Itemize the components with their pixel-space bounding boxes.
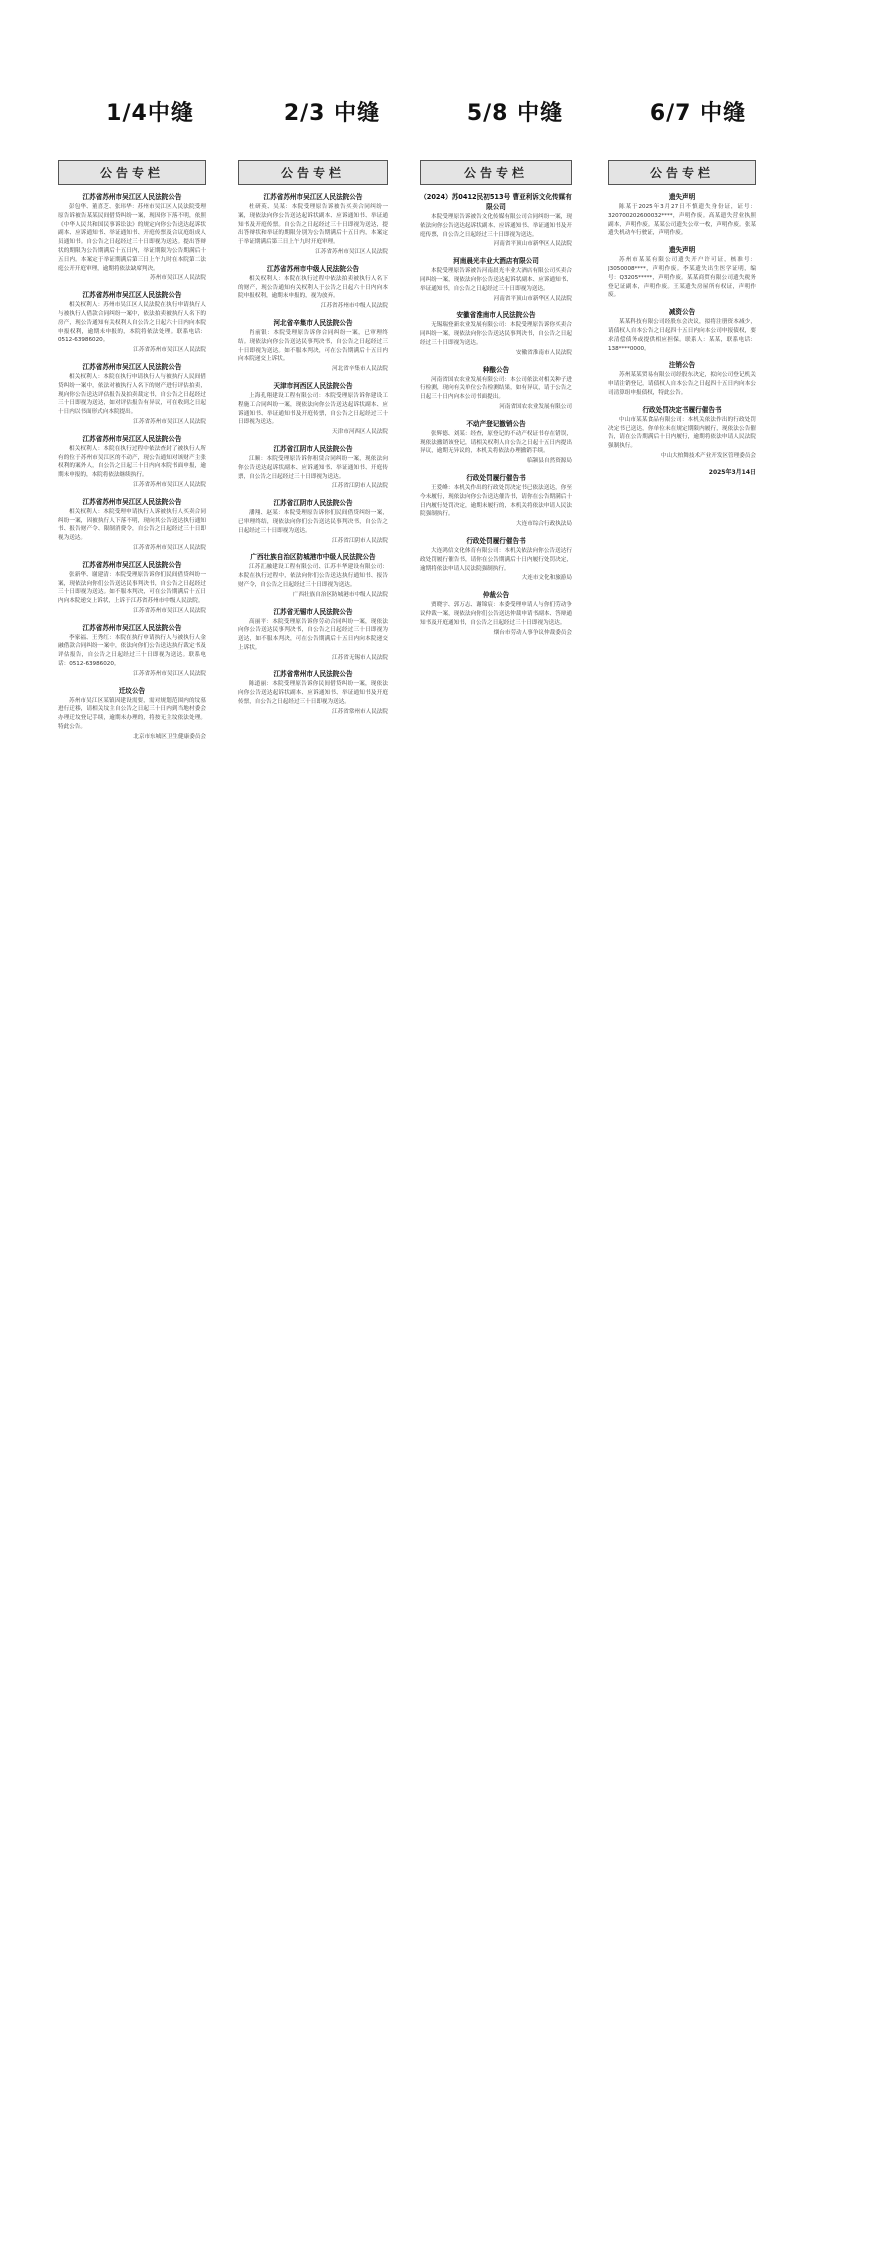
column-2 [238,160,388,2230]
notice-title: 江苏省苏州市吴江区人民法院公告 [263,193,363,201]
page-label-1: 1/4中缝 [106,101,194,126]
notice [608,191,756,238]
notice-title: 仲裁公告 [482,591,510,600]
notice-signature: 江苏省常州市人民法院 [332,708,388,715]
notice-signature: 江苏省江阴市人民法院 [332,537,388,544]
notice-title: 迁坟公告 [118,686,146,695]
notice-body: 苏州市吴江区某镇因建设需要，需对规划范围内的坟墓进行迁移，请相关坟主自公告之日起三十日内到当地村委会办理迁坟登记手续，逾期未办理的，将按无主坟依法处理。特此公告。 [58,697,206,731]
column-1 [58,160,206,2230]
notice-title: 行政处罚决定书履行催告书 [642,405,722,414]
column-header: 公告专栏 [420,160,572,185]
notice-title: 江苏省苏州市中级人民法院公告 [266,264,360,273]
notice-body: 陈某于2025年3月27日不慎遗失身份证，证号：320700202600032****，声明作废。高某遗失营业执照副本，声明作废。某某公司遗失公章一枚，声明作废。张某遗失机动车行驶证，声明作废。 [608,204,756,237]
notice-title: 行政处罚履行催告书 [466,536,526,545]
notice-title: 江苏省苏州市吴江区人民法院公告 [82,193,182,201]
notice [420,418,572,466]
notice-signature: 中山大柏舞技术产业开发区管理委员会 [660,452,756,459]
column-4 [608,160,756,2230]
page-label-4: 6/7 中缝 [649,101,747,126]
notice-body: 贾晓宇、郭万志、谢锦宸：本委受理申请人与你们劳动争议仲裁一案，现依法向你们公告送达仲裁申请书副本、答辩通知书及开庭通知书，自公告之日起经过三十日即视为送达。 [420,602,572,626]
notice [608,404,756,461]
notice-signature: 河南省国农农业发展有限公司 [499,403,572,410]
notice-body: 某某科技有限公司经股东会决议，拟将注册资本减少，请债权人自本公告之日起四十五日内向本公司申报债权，要求清偿债务或提供相应担保。联系人：某某，联系电话：138****0000。 [608,319,756,352]
notice [58,191,206,283]
notice-body: 杜研英、吴某：本院受理原告诉被告买卖合同纠纷一案，现依法向你公告送达起诉状副本、应诉通知书、举证通知书及开庭传票。自公告之日起经过三十日即视为送达，提出答辩状和举证的期限分别为公告期满后十五日内，本案定于举证期满后第三日上午九时开庭审理。 [238,204,388,246]
notice-body: 相关权利人：本院在执行过程中依法查封了被执行人所有的位于苏州市吴江区的不动产，现公告通知对该财产主张权利的案外人，自公告之日起三十日内向本院书面申报，逾期未申报的，本院将依法继续执行。 [58,445,206,479]
notice-title: 遗失声明 [668,246,696,255]
notice-signature: 烟台市劳动人事争议仲裁委员会 [493,629,572,636]
notice-signature: 江苏省苏州市吴江区人民法院 [133,481,206,488]
notice [58,685,206,742]
notice-title: 安徽省淮南市人民法院公告 [456,311,536,320]
column-footer-date: 2025年3月14日 [708,468,756,476]
notice-title: 江苏省江阴市人民法院公告 [273,499,353,508]
notice [58,433,206,490]
notice [58,559,206,616]
notice [238,497,388,545]
notice-title: 广西壮族自治区防城港市中级人民法院公告 [250,553,376,562]
notice-signature: 安徽省淮南市人民法院 [516,349,572,356]
notice [420,191,572,249]
column-header: 公告专栏 [238,160,388,185]
notice-body: 河南省国农农业发展有限公司：本公司依法对相关种子进行检测，现向有关单位公告检测结果，如有异议，请于公告之日起三十日内向本公司书面提出。 [420,376,572,401]
notice-signature: 大连市综合行政执法局 [516,521,572,528]
notice-title: 江苏省苏州市吴江区人民法院公告 [82,291,182,300]
notice-body: 王爱峰：本机关作出的行政处罚决定书已依法送达，你至今未履行，现依法向你公告送达催告书，请你在公告期满后十日内履行处罚决定，逾期未履行的，本机关将依法申请人民法院强制执行。 [420,484,572,518]
notice-body: 相关权利人：本院受理申请执行人诉被执行人买卖合同纠纷一案，因被执行人下落不明，现向其公告送达执行通知书、报告财产令、限制消费令，自公告之日起经过三十日即视为送达。 [58,508,206,542]
notice [238,263,388,311]
notice [238,317,388,374]
notice-title: 遗失声明 [668,193,696,201]
notice [608,359,756,397]
notice-title: 江苏省常州市人民法院公告 [273,670,353,679]
notice [420,535,572,583]
notice-title: （2024）苏0412民初513号 曹亚利诉文化传媒有限公司 [420,193,572,211]
notice-title: 江苏省苏州市吴江区人民法院公告 [82,497,182,506]
notice [420,255,572,303]
notice-body: 潘翔、赵某：本院受理原告诉你们民间借贷纠纷一案，已审理终结，现依法向你们公告送达民事判决书，自公告之日起经过三十日即视为送达。 [238,510,388,534]
notice [58,289,206,355]
notice-signature: 江苏省无锡市人民法院 [332,654,388,661]
notice-body: 相关权利人：本院在执行过程中依法拍卖被执行人名下的财产，现公告通知有关权利人于公告之日起六十日内向本院申报权利，逾期未申报的，视为放弃。 [238,275,388,300]
notice-title: 种酿公告 [482,365,510,374]
notice-signature: 江苏省苏州市吴江区人民法院 [133,418,206,425]
notice [608,306,756,353]
notice-title: 江苏省无锡市人民法院公告 [273,607,353,616]
notice [238,443,388,491]
notice-title: 江苏省苏州市吴江区人民法院公告 [82,560,182,569]
notice-signature: 江苏省苏州市吴江区人民法院 [133,347,206,354]
notice-body: 相关权利人：苏州市吴江区人民法院在执行申请执行人与被执行人借款合同纠纷一案中，依法拍卖被执行人名下的房产，现公告通知有关权利人自公告之日起六十日内向本院申报权利，逾期未申报的，本院将依法处理。联系电话：0512-63986020。 [58,302,206,344]
notice-body: 高丽平：本院受理原告诉你劳动合同纠纷一案，现依法向你公告送达民事判决书，自公告之日起经过三十日即视为送达，如不服本判决，可在公告期满后十五日内向本院递交上诉状。 [238,618,388,651]
notice-title: 河南晨光丰业大酒店有限公司 [453,257,539,266]
notice-signature: 河南省平顶山市新华区人民法院 [493,295,572,302]
notice-body: 李家福、王秀红：本院在执行申请执行人与被执行人金融借款合同纠纷一案中，依法向你们公告送达执行裁定书及评估报告，自公告之日起经过三十日即视为送达。联系电话：0512-63986020。 [58,634,206,668]
notice-body: 中山市某某食品有限公司：本机关依法作出的行政处罚决定书已送达，你单位未在规定期限内履行，现依法公告催告，请在公告期满后十日内履行，逾期将依法申请人民法院强制执行。 [608,416,756,450]
notice [420,589,572,637]
notice-signature: 江苏省苏州市吴江区人民法院 [133,544,206,551]
notice-body: 无锡瑞登新农业发展有限公司：本院受理原告诉你买卖合同纠纷一案，现依法向你公告送达民事判决书，自公告之日起经过三十日即视为送达。 [420,322,572,346]
notice-title: 注销公告 [668,361,696,370]
notice [238,551,388,599]
notice-title: 江苏省苏州市吴江区人民法院公告 [82,362,182,371]
notice [608,244,756,300]
notice-body: 肖前银：本院受理原告诉你合同纠纷一案，已审理终结。现依法向你公告送达民事判决书，自公告之日起经过三十日即视为送达。如不服本判决，可在公告期满后十五日内向本院递交上诉状。 [238,329,388,363]
notice [58,361,206,427]
notice [238,380,388,437]
notice-title: 江苏省苏州市吴江区人民法院公告 [82,434,182,443]
notice-body: 本院受理原告诉被告河南晨光丰业大酒店有限公司买卖合同纠纷一案，现依法向你公告送达起诉状副本、应诉通知书、举证通知书，自公告之日起经过三十日即视为送达。 [420,268,572,292]
notice [238,668,388,716]
notice-body: 张新华、谢建清：本院受理原告诉你们民间借贷纠纷一案，现依法向你们公告送达民事判决书，自公告之日起经过三十日即视为送达。如不服本判决，可在公告期满后十五日内向本院递交上诉状，上诉于江苏省苏州市中级人民法院。 [58,571,206,605]
notice-signature: 北京市东城区卫生健康委员会 [133,733,206,740]
notice [238,606,388,663]
notice-body: 本院受理原告诉被告文化传媒有限公司合同纠纷一案，现依法向你公告送达起诉状副本、应诉通知书、举证通知书及开庭传票，自公告之日起经过三十日即视为送达。 [420,214,572,238]
notice-signature: 江苏省苏州市中级人民法院 [320,303,388,310]
column-3 [420,160,572,2230]
notice-signature: 临颍县自然资源局 [527,458,572,465]
notice-title: 江苏省苏州市吴江区人民法院公告 [82,623,182,632]
notice-body: 苏州某某贸易有限公司经股东决定，拟向公司登记机关申请注销登记，请债权人自本公告之日起四十五日内向本公司清算组申报债权，特此公告。 [608,372,756,396]
notice-body: 大连鸿信文化体育有限公司：本机关依法向你公告送达行政处罚履行催告书，请你在公告期满后十日内履行处罚决定，逾期将依法申请人民法院强制执行。 [420,547,572,572]
notice-title: 减资公告 [668,308,696,317]
notice-signature: 广西壮族自治区防城港市中级人民法院 [292,591,388,598]
notice-signature: 江苏省江阴市人民法院 [332,483,388,490]
notice [238,191,388,257]
notice-title: 江苏省江阴市人民法院公告 [273,444,353,453]
notice-body: 相关权利人：本院在执行申请执行人与被执行人民间借贷纠纷一案中，依法对被执行人名下的财产进行评估拍卖，现向你公告送达评估报告及拍卖裁定书，自公告之日起经过三十日即视为送达，如对评估报告有异议，可在收到之日起十日内以书面形式向本院提出。 [58,373,206,416]
notice [420,472,572,529]
notice-body: 苏州市某某有限公司遗失开户许可证，核准号：J3050008****，声明作废。李某遗失出生医学证明，编号：Q3205*****，声明作废。某某商贸有限公司遗失税务登记证副本，声明作废。王某遗失房屋所有权证，声明作废。 [608,257,756,299]
notice-signature: 苏州市吴江区人民法院 [150,275,206,282]
notice-signature: 河南省平顶山市新华区人民法院 [493,241,572,248]
notice-body: 张辉德、刘某：经查，原登记的不动产权证书存在错误，现依法撤销该登记，请相关权利人自公告之日起十五日内提出异议，逾期无异议的，本机关将依法办理撤销手续。 [420,430,572,455]
notice-title: 行政处罚履行催告书 [466,473,526,482]
notice-title: 天津市河西区人民法院公告 [273,381,353,390]
notice [420,309,572,357]
page-label-3: 5/8 中缝 [466,101,564,126]
notice-signature: 江苏省苏州市吴江区人民法院 [133,607,206,614]
notice-signature: 大连市文化和旅游局 [521,575,572,582]
notice-signature: 江苏省苏州市吴江区人民法院 [315,248,388,255]
notice-body: 彭包华、董喜芝、张玮华：苏州市吴江区人民法院受理原告诉被告某某民间借贷纠纷一案，现因你下落不明，依照《中华人民共和国民事诉讼法》的规定向你公告送达起诉状副本、应诉通知书、举证通知书、开庭传票及合议庭组成人员通知书。自公告之日起经过三十日即视为送达。提出答辩状的期限为公告期满后十五日内，举证期限为公告期满后十五日内。本案定于举证期满后第三日上午九时在本院第二法庭公开开庭审理，逾期将依法缺席判决。 [58,204,206,272]
notice-body: 陈道丽：本院受理原告诉你民间借贷纠纷一案，现依法向你公告送达起诉状副本、应诉通知书、举证通知书及开庭传票，自公告之日起经过三十日即视为送达。 [238,681,388,706]
notice-title: 不动产登记撤销公告 [466,419,526,428]
notice-body: 江苏汇融建设工程有限公司、江苏丰华建设有限公司：本院在执行过程中，依法向你们公告送达执行通知书、报告财产令，自公告之日起经过三十日即视为送达。 [238,564,388,588]
column-header: 公告专栏 [608,160,756,185]
notice-signature: 河北省辛集市人民法院 [332,366,388,373]
notice [420,364,572,412]
notice-title: 河北省辛集市人民法院公告 [273,318,353,327]
notice-body: 上海孔翔建设工程有限公司：本院受理原告诉你建设工程施工合同纠纷一案，现依法向你公告送达起诉状副本、应诉通知书、举证通知书及开庭传票，自公告之日起经过三十日即视为送达。 [238,392,388,426]
notice [58,496,206,553]
column-header: 公告专栏 [58,160,206,185]
notice [58,622,206,679]
notice-signature: 江苏省苏州市吴江区人民法院 [133,670,206,677]
notice-signature: 天津市河西区人民法院 [332,429,388,436]
notice-body: 江顺：本院受理原告诉你租赁合同纠纷一案，现依法向你公告送达起诉状副本、应诉通知书、举证通知书、开庭传票，自公告之日起经过三十日即视为送达。 [238,455,388,480]
page-label-2: 2/3 中缝 [283,101,381,126]
